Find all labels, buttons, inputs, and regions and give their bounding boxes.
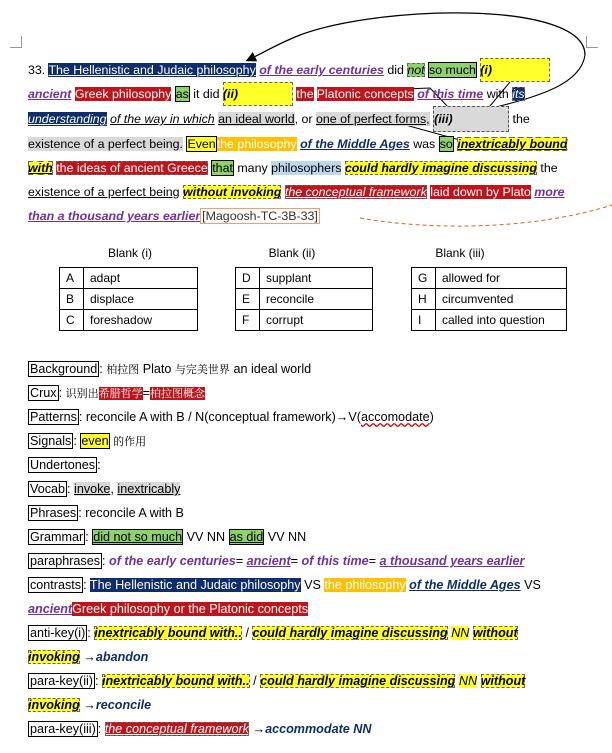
note-patterns: Patterns : reconcile A with B / N(conceptual framework)→V(accomodate) xyxy=(30,410,434,424)
word-ancient: ancient xyxy=(28,87,72,101)
note-label-background: Background xyxy=(30,362,98,376)
option-text: reconcile xyxy=(260,289,373,310)
phrase-greek-philosophy: Greek philosophy xyxy=(74,87,172,101)
option-key: F xyxy=(236,310,260,331)
arrow-curve-top xyxy=(248,13,585,60)
blank-ii-options xyxy=(235,267,373,331)
note-answer: abandon xyxy=(95,650,149,664)
question-paragraph xyxy=(28,58,584,228)
option-row[interactable] xyxy=(412,310,567,331)
option-text: circumvented xyxy=(436,289,567,310)
question-number: 33. xyxy=(28,63,46,77)
note-label-contrasts: contrasts xyxy=(30,578,82,592)
word-that: that xyxy=(212,161,233,175)
source-tag: [Magoosh-TC-3B-33] xyxy=(202,209,318,223)
note-contrasts: contrasts : The Hellenistic and Judaic philosophy VS the philosophy of the Middle Ages VS xyxy=(30,578,541,592)
word-or: , or xyxy=(294,112,313,126)
note-highlight: invoking xyxy=(28,650,80,664)
note-antikey-i: anti-key(i) : inextricably bound with.. / could hardly imagine discussing NN without xyxy=(30,626,518,640)
phrase-inextricably: inextricably bound with xyxy=(28,137,568,175)
note-parakey-iii: para-key(iii) : the conceptual framework →accommodate NN xyxy=(30,722,372,736)
note-highlight: as did xyxy=(229,530,264,544)
note-answer: accommodate NN xyxy=(265,722,372,736)
note-label-undertones: Undertones xyxy=(30,458,96,472)
note-highlight: Greek philosophy or the Platonic concepts xyxy=(72,602,309,616)
option-key: C xyxy=(60,310,84,331)
option-text: corrupt xyxy=(260,310,373,331)
note-background: Background : 柏拉图 Plato 与完美世界 an ideal world xyxy=(30,362,312,376)
blank-ii-header: Blank (ii) xyxy=(268,246,316,260)
note-highlight: without xyxy=(480,674,526,688)
note-label-antikey: anti-key(i) xyxy=(30,626,86,640)
note-label-phrases: Phrases xyxy=(30,506,77,520)
note-text: inextricably xyxy=(117,482,181,496)
note-answer: reconcile xyxy=(95,698,152,712)
blank-i-options xyxy=(59,267,198,331)
word-the-2: the xyxy=(512,112,530,126)
note-label-paraphrases: paraphrases xyxy=(30,554,101,568)
word-as: as xyxy=(175,87,189,101)
option-row[interactable] xyxy=(60,289,198,310)
word-even: Even xyxy=(187,137,216,151)
note-text: VV NN xyxy=(186,530,226,544)
note-highlight: the philosophy xyxy=(324,578,406,592)
note-label-patterns: Patterns xyxy=(30,410,77,424)
note-highlight: The Hellenistic and Judaic philosophy xyxy=(89,578,301,592)
word-the-3: the xyxy=(540,161,558,175)
note-highlight: inextricably bound with.. xyxy=(94,626,242,640)
note-text: 与完美世界 xyxy=(174,363,230,376)
note-highlight: could hardly imagine discussing xyxy=(260,674,456,688)
note-highlight: inextricably bound with.. xyxy=(101,674,250,688)
word-was: was xyxy=(413,137,436,151)
page-corner-mark-right xyxy=(586,36,598,48)
phrase-the-philosophy: the philosophy xyxy=(216,137,297,151)
option-row[interactable] xyxy=(412,289,567,310)
word-understanding: understanding xyxy=(28,112,107,126)
phrase-laid-down: laid down by Plato xyxy=(430,185,531,199)
note-text: VV NN xyxy=(267,530,307,544)
phrase-ideal-world: an ideal world xyxy=(218,112,295,126)
option-text: foreshadow xyxy=(84,310,198,331)
words-it-did: it did xyxy=(193,87,220,101)
note-text: NN xyxy=(451,626,470,640)
note-text: a thousand years earlier xyxy=(379,554,525,568)
note-highlight: even xyxy=(81,434,109,448)
note-antikey-i-cont: invoking →abandon xyxy=(28,650,149,664)
option-text: allowed for xyxy=(436,268,567,289)
phrase-middle-ages: of the Middle Ages xyxy=(300,137,410,151)
word-many: many xyxy=(237,161,268,175)
phrase-of-the-way: of the way in which xyxy=(110,112,215,126)
option-text: called into question xyxy=(436,310,567,331)
note-highlight: invoking xyxy=(28,698,80,712)
phrase-existence: existence of a perfect being. xyxy=(28,137,183,151)
note-text: of the early centuries xyxy=(109,554,236,568)
note-label-parakey-ii: para-key(ii) xyxy=(30,674,93,688)
note-text: invoke xyxy=(74,482,111,496)
option-row[interactable] xyxy=(236,310,373,331)
phrase-thousand-years: more than a thousand years earlier xyxy=(28,185,565,223)
note-parakey-ii-cont: invoking →reconcile xyxy=(28,698,152,712)
phrase-conceptual-framework: the conceptual framework xyxy=(284,185,427,199)
word-philosophers: philosophers xyxy=(271,161,342,175)
note-text: 的作用 xyxy=(113,435,147,448)
option-row[interactable] xyxy=(236,268,373,289)
phrase-could-hardly: could hardly imagine discussing xyxy=(344,161,537,175)
option-row[interactable] xyxy=(60,310,198,331)
note-highlight: did not so much xyxy=(93,530,183,544)
note-text: accomodate xyxy=(360,410,430,424)
note-signals: Signals : even 的作用 xyxy=(30,434,147,448)
note-vocab: Vocab : invoke, inextricably xyxy=(30,482,181,496)
word-the: the xyxy=(296,87,314,101)
note-contrasts-cont xyxy=(28,597,588,621)
option-key: I xyxy=(412,310,436,331)
option-row[interactable] xyxy=(236,289,373,310)
note-paraphrases: paraphrases : of the early centuries= ancient= of this time= a thousand years earlier xyxy=(30,554,525,568)
phrase-one-of: one of perfect forms, xyxy=(315,112,430,126)
option-key: A xyxy=(60,268,84,289)
note-label-crux: Crux xyxy=(30,386,57,400)
note-crux: Crux : 识别出希腊哲学=柏拉图概念 xyxy=(30,386,205,400)
note-text: 柏拉图 xyxy=(106,363,140,376)
note-phrases xyxy=(28,501,588,525)
option-key: B xyxy=(60,289,84,310)
note-label-vocab: Vocab xyxy=(30,482,66,496)
phrase-platonic: Platonic concepts xyxy=(316,87,414,101)
option-row[interactable] xyxy=(60,268,198,289)
note-text: ancient xyxy=(28,602,73,616)
option-key: H xyxy=(412,289,436,310)
note-grammar: Grammar : did not so much VV NN as did VV NN xyxy=(30,530,307,544)
blank-iii-options xyxy=(411,267,567,331)
option-key: D xyxy=(236,268,260,289)
note-text: NN xyxy=(458,674,478,688)
blank-i: (i) xyxy=(480,58,550,82)
note-highlight: without xyxy=(472,626,518,640)
note-text: : reconcile A with B / N(conceptual framework)→V( xyxy=(78,410,361,424)
note-parakey-ii: para-key(ii) : inextricably bound with.. / could hardly imagine discussing NN without xyxy=(30,674,526,688)
note-text: : reconcile A with B xyxy=(78,506,184,520)
option-text: supplant xyxy=(260,268,373,289)
option-key: G xyxy=(412,268,436,289)
word-did: did xyxy=(387,63,404,77)
note-highlight: 柏拉图概念 xyxy=(149,387,205,400)
option-key: E xyxy=(236,289,260,310)
note-text: ancient xyxy=(246,554,291,568)
word-so-much: so much xyxy=(429,63,476,77)
phrase-ideas-greece: the ideas of ancient Greece xyxy=(56,161,208,175)
phrase-hellenistic: The Hellenistic and Judaic philosophy xyxy=(48,63,256,77)
note-highlight: the conceptual framework xyxy=(104,722,249,736)
analysis-notes xyxy=(28,357,588,741)
note-text: an ideal world xyxy=(233,362,312,376)
note-label-grammar: Grammar xyxy=(30,530,84,544)
note-label-signals: Signals xyxy=(30,434,72,448)
note-text: Plato xyxy=(142,362,172,376)
note-undertones: Undertones : xyxy=(30,458,101,472)
word-not: not xyxy=(407,63,425,77)
note-text: of the Middle Ages xyxy=(409,578,521,592)
blank-iii: (iii) xyxy=(433,106,509,132)
phrase-early-centuries: of the early centuries xyxy=(259,63,384,77)
phrase-without-invoking: without invoking xyxy=(183,185,282,199)
blank-ii: (ii) xyxy=(223,82,293,106)
option-row[interactable] xyxy=(412,268,567,289)
word-its: its xyxy=(512,87,525,101)
option-text: adapt xyxy=(84,268,198,289)
page-corner-mark-left xyxy=(10,36,22,48)
note-text: of this time xyxy=(301,554,369,568)
note-highlight: 希腊哲学 xyxy=(98,387,143,400)
blank-iii-header: Blank (iii) xyxy=(435,246,485,260)
word-with: with xyxy=(486,87,509,101)
phrase-this-time: of this time xyxy=(417,87,484,101)
note-text: 识别出 xyxy=(65,387,99,400)
word-so: so xyxy=(439,137,453,151)
option-text: displace xyxy=(84,289,198,310)
phrase-existence-2: existence of a perfect being xyxy=(28,185,180,199)
blank-i-header: Blank (i) xyxy=(107,246,152,260)
note-highlight: could hardly imagine discussing xyxy=(252,626,448,640)
note-label-parakey-iii: para-key(iii) xyxy=(30,722,96,736)
